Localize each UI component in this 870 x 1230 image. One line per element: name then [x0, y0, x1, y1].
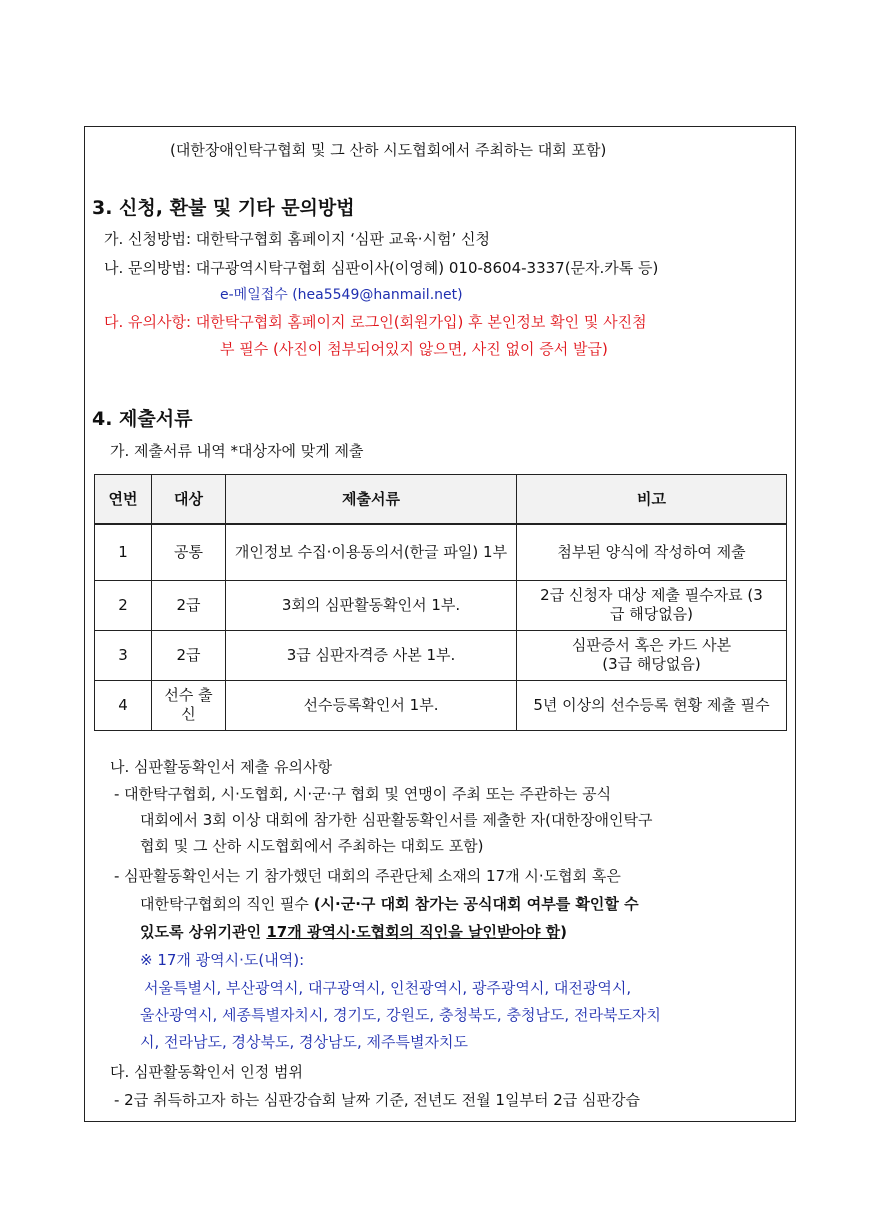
cell-note: 2급 신청자 대상 제출 필수자료 (3급 해당없음) [517, 580, 787, 630]
header-no: 연번 [95, 475, 152, 525]
cell-note: 5년 이상의 선수등록 현황 제출 필수 [517, 680, 787, 730]
cell-doc: 3급 심판자격증 사본 1부. [226, 630, 517, 680]
cell-target: 선수 출신 [152, 680, 226, 730]
na-bullet2-line1: - 심판활동확인서는 기 참가했던 대회의 주관단체 소재의 17개 시·도협회 혹은 [114, 867, 621, 885]
top-note: (대한장애인탁구협회 및 그 산하 시도협회에서 주최하는 대회 포함) [170, 141, 607, 159]
region-title: ※ 17개 광역시·도(내역): [140, 951, 305, 969]
inquiry-method: 나. 문의방법: 대구광역시탁구협회 심판이사(이영혜) 010-8604-3337(문자.카톡 등) [104, 259, 659, 277]
section3-title: 3. 신청, 환불 및 기타 문의방법 [92, 197, 355, 219]
table-row [95, 630, 787, 680]
header-documents: 제출서류 [226, 475, 517, 525]
region-line-3: 시, 전라남도, 경상북도, 경상남도, 제주특별자치도 [140, 1033, 468, 1051]
notice-line-1: 다. 유의사항: 대한탁구협회 홈페이지 로그인(회원가입) 후 본인정보 확인 및 사진첨 [104, 313, 647, 331]
na-bullet2-end: ) [560, 923, 568, 941]
cell-doc: 3회의 심판활동확인서 1부. [226, 580, 517, 630]
cell-doc: 개인정보 수집·이용동의서(한글 파일) 1부 [226, 524, 517, 580]
na-bullet2-line2 [140, 894, 639, 914]
na-bullet2-bold-2: 있도록 상위기관인 [140, 923, 267, 941]
da-bullet1: - 2급 취득하고자 하는 심판강습회 날짜 기준, 전년도 전월 1일부터 2급 심판강습 [114, 1091, 640, 1109]
na-bullet2-line3 [140, 922, 567, 942]
na-bullet1-line3: 협회 및 그 산하 시도협회에서 주최하는 대회도 포함) [140, 837, 484, 855]
table-header-row [95, 475, 787, 525]
region-line-2: 울산광역시, 세종특별자치시, 경기도, 강원도, 충청북도, 충청남도, 전라북도자치 [140, 1006, 661, 1024]
region-line-1: 서울특별시, 부산광역시, 대구광역시, 인천광역시, 광주광역시, 대전광역시, [144, 979, 632, 997]
notice-line-2: 부 필수 (사진이 첨부되어있지 않으면, 사진 없이 증서 발급) [220, 340, 608, 358]
na-bullet1-line1: - 대한탁구협회, 시·도협회, 시·군·구 협회 및 연맹이 주최 또는 주관하는 공식 [114, 785, 612, 803]
na-bullet2-bold: (시·군·구 대회 참가는 공식대회 여부를 확인할 수 [313, 895, 639, 913]
cell-target: 공통 [152, 524, 226, 580]
da-title: 다. 심판활동확인서 인정 범위 [110, 1063, 303, 1081]
cell-doc: 선수등록확인서 1부. [226, 680, 517, 730]
header-target: 대상 [152, 475, 226, 525]
apply-method: 가. 신청방법: 대한탁구협회 홈페이지 ‘심판 교육·시험’ 신청 [104, 230, 491, 248]
cell-note: 심판증서 혹은 카드 사본 (3급 해당없음) [517, 630, 787, 680]
cell-no: 2 [95, 580, 152, 630]
email-contact: e-메일접수 (hea5549@hanmail.net) [220, 287, 463, 303]
section4-title: 4. 제출서류 [92, 408, 193, 430]
section4-subtitle: 가. 제출서류 내역 *대상자에 맞게 제출 [110, 442, 364, 460]
na-bullet1-line2: 대회에서 3회 이상 대회에 참가한 심판활동확인서를 제출한 자(대한장애인탁구 [140, 811, 653, 829]
na-title: 나. 심판활동확인서 제출 유의사항 [110, 758, 332, 776]
cell-target: 2급 [152, 630, 226, 680]
cell-target: 2급 [152, 580, 226, 630]
documents-table [94, 474, 787, 731]
cell-no: 4 [95, 680, 152, 730]
na-bullet2-plain: 대한탁구협회의 직인 필수 [140, 895, 314, 913]
cell-note: 첨부된 양식에 작성하여 제출 [517, 524, 787, 580]
table-row [95, 524, 787, 580]
cell-no: 3 [95, 630, 152, 680]
header-note: 비고 [517, 475, 787, 525]
na-bullet2-underline: 17개 광역시·도협회의 직인을 날인받아야 함 [266, 923, 561, 941]
table-row [95, 580, 787, 630]
cell-no: 1 [95, 524, 152, 580]
table-row [95, 680, 787, 730]
